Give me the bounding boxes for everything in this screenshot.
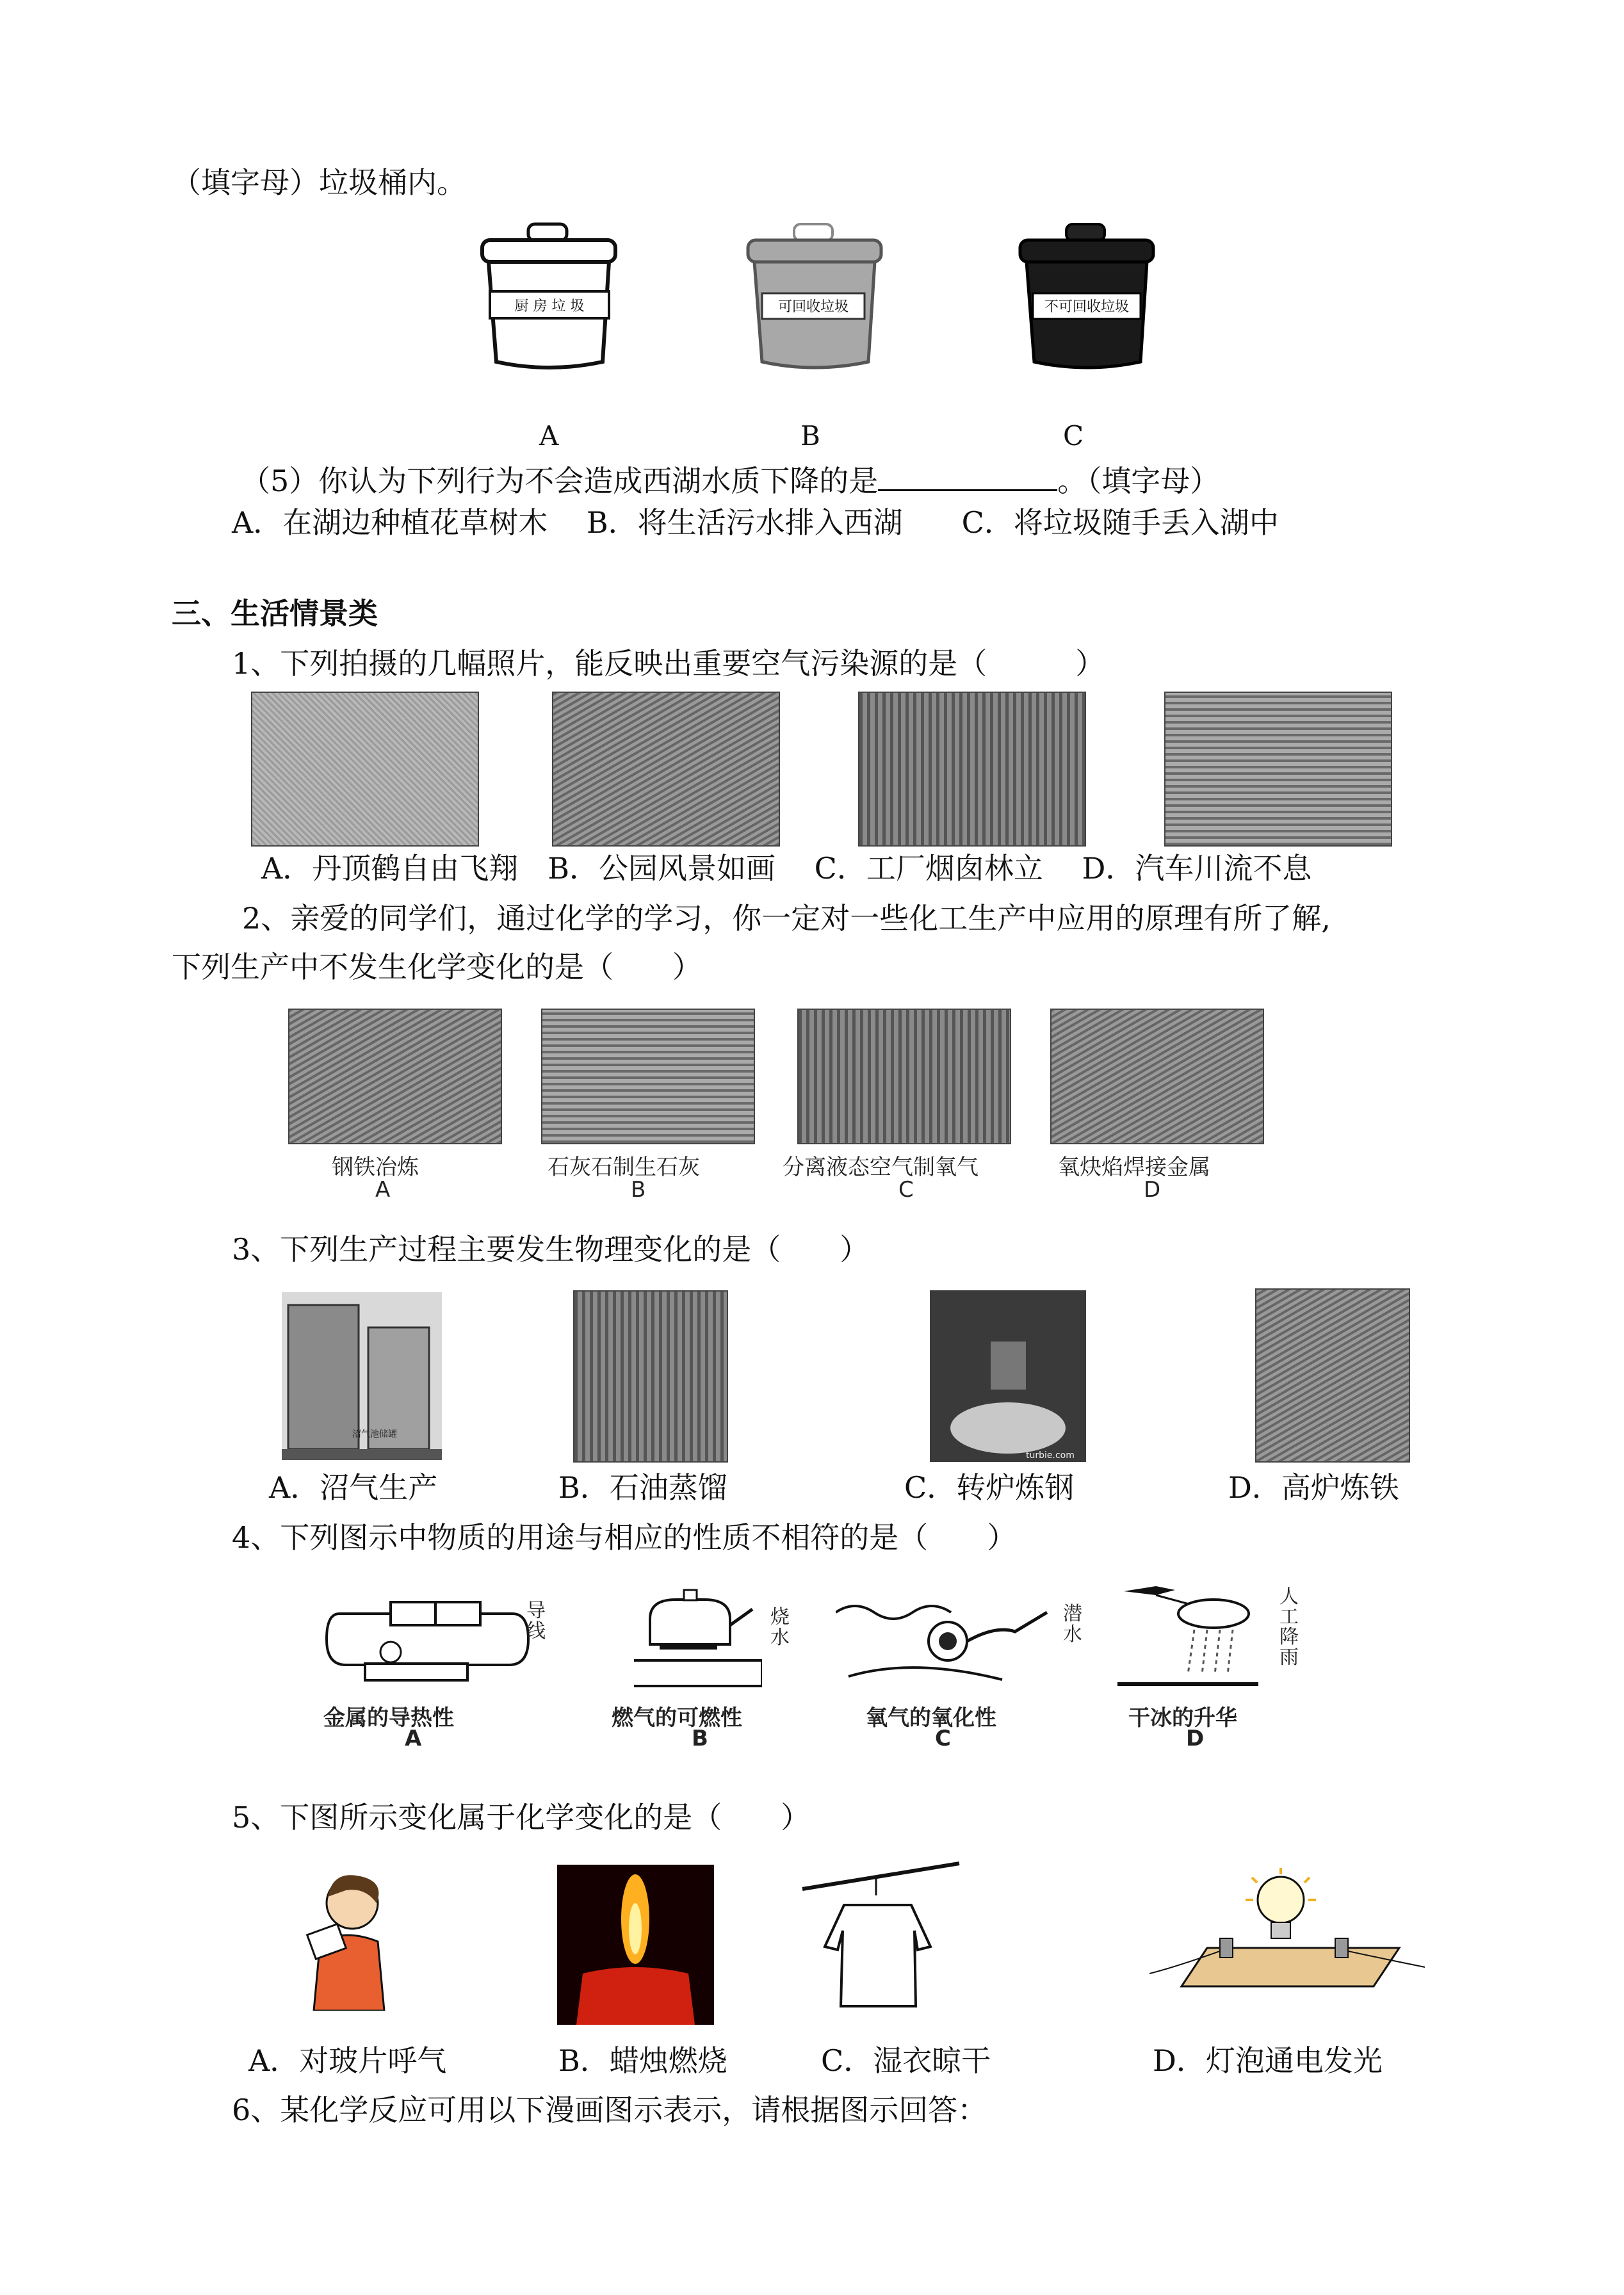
q2-letter-c: C: [898, 1177, 914, 1203]
q5-answer-blank[interactable]: [878, 465, 1057, 491]
bin-non-recyclable: [1015, 221, 1159, 375]
photo-steel-smelting: [288, 1009, 502, 1144]
q4-letter-d: D: [1186, 1726, 1205, 1751]
q4-side-d: 人工降雨: [1279, 1585, 1299, 1669]
q5-suffix: 。（填字母）: [1057, 464, 1220, 498]
q5b-option-b: B．蜡烛燃烧: [558, 2043, 727, 2078]
q2-caption-a: 钢铁冶炼: [332, 1155, 419, 1180]
photo-traffic: [1164, 692, 1392, 847]
q4-side-a: 导线: [526, 1600, 546, 1642]
cloud-seeding-drawing: [1117, 1578, 1258, 1691]
bin-b-letter: B: [800, 420, 820, 451]
circuit-drawing: [320, 1588, 535, 1691]
photo-chimneys: [858, 692, 1086, 847]
photo-biogas-tanks: [282, 1292, 442, 1460]
q5b-option-a: A．对玻片呼气: [248, 2043, 447, 2078]
photo-lime-kiln: [541, 1009, 755, 1144]
bin-recyclable: [743, 221, 887, 375]
q3-option-b: B．石油蒸馏: [558, 1470, 727, 1505]
fill-instruction: （填字母）垃圾桶内。: [172, 165, 466, 200]
photo-welding: [1050, 1009, 1264, 1144]
q1-text: 1、下列拍摄的几幅照片，能反映出重要空气污染源的是（ ）: [232, 646, 1105, 681]
q4-caption-d: 干冰的升华: [1128, 1705, 1237, 1731]
q3-text: 3、下列生产过程主要发生物理变化的是（ ）: [232, 1232, 870, 1267]
q4-letter-b: B: [692, 1726, 708, 1751]
bin-c-letter: C: [1063, 420, 1084, 451]
q4-caption-b: 燃气的可燃性: [612, 1705, 742, 1731]
photo-air-separation: [797, 1009, 1011, 1144]
q2-letter-d: D: [1144, 1177, 1161, 1203]
q5b-text: 5、下图所示变化属于化学变化的是（ ）: [232, 1800, 811, 1835]
q3-option-a: A．沼气生产: [269, 1470, 438, 1505]
q3-option-c: C．转炉炼钢: [904, 1470, 1075, 1505]
q5-options: A．在湖边种植花草树木 B．将生活污水排入西湖 C．将垃圾随手丢入湖中: [232, 505, 1279, 540]
tank-label: 沼气池储罐: [352, 1429, 397, 1439]
q2-letter-a: A: [375, 1177, 391, 1203]
q4-side-c: 潜水: [1063, 1603, 1082, 1646]
candle-photo: [557, 1865, 714, 2025]
q6-text: 6、某化学反应可用以下漫画图示表示，请根据图示回答：: [232, 2093, 987, 2127]
q5b-option-c: C．湿衣晾干: [821, 2043, 991, 2078]
photo-cranes: [251, 692, 479, 847]
q4-side-b: 烧水: [770, 1606, 790, 1649]
bin-c-label: 不可回收垃圾: [1044, 299, 1130, 315]
q5-text: （5）你认为下列行为不会造成西湖水质下降的是: [241, 464, 879, 498]
q2-caption-b: 石灰石制生石灰: [548, 1155, 700, 1180]
girl-breathing-drawing: [295, 1865, 397, 2011]
section-title: 三、生活情景类: [172, 596, 378, 631]
q5-question: [241, 465, 1219, 496]
q4-letter-c: C: [935, 1726, 951, 1751]
q4-caption-a: 金属的导热性: [323, 1705, 454, 1731]
bin-b-label: 可回收垃圾: [777, 299, 849, 315]
bin-a-letter: A: [539, 420, 559, 451]
q1-options: A．丹顶鹤自由飞翔 B．公园风景如画 C．工厂烟囱林立 D．汽车川流不息: [261, 851, 1312, 886]
light-bulb-drawing: [1149, 1865, 1425, 2009]
converter-watermark: turbie.com: [1026, 1450, 1075, 1461]
kettle-drawing: [634, 1580, 762, 1692]
q5b-option-d: D．灯泡通电发光: [1153, 2043, 1383, 2078]
q2-caption-c: 分离液态空气制氧气: [783, 1155, 978, 1180]
photo-oil-refinery: [573, 1290, 728, 1463]
q2-caption-d: 氧炔焰焊接金属: [1058, 1155, 1210, 1180]
q2-text-line2: 下列生产中不发生化学变化的是（ ）: [172, 950, 702, 984]
q2-letter-b: B: [631, 1177, 646, 1203]
photo-converter-steel: [930, 1290, 1086, 1462]
q2-text-line1: 2、亲爱的同学们，通过化学的学习，你一定对一些化工生产中应用的原理有所了解,: [242, 901, 1331, 936]
diver-drawing: [836, 1587, 1053, 1689]
q4-caption-c: 氧气的氧化性: [866, 1705, 996, 1731]
photo-park: [552, 692, 780, 847]
photo-blast-furnace: [1255, 1288, 1410, 1463]
wet-clothes-drawing: [799, 1860, 962, 2011]
bin-a-label: 厨 房 垃 圾: [514, 298, 585, 314]
q4-letter-a: A: [405, 1726, 422, 1751]
q3-option-d: D．高炉炼铁: [1228, 1470, 1399, 1505]
q4-text: 4、下列图示中物质的用途与相应的性质不相符的是（ ）: [232, 1520, 1017, 1555]
bin-kitchen-waste: [477, 221, 621, 375]
